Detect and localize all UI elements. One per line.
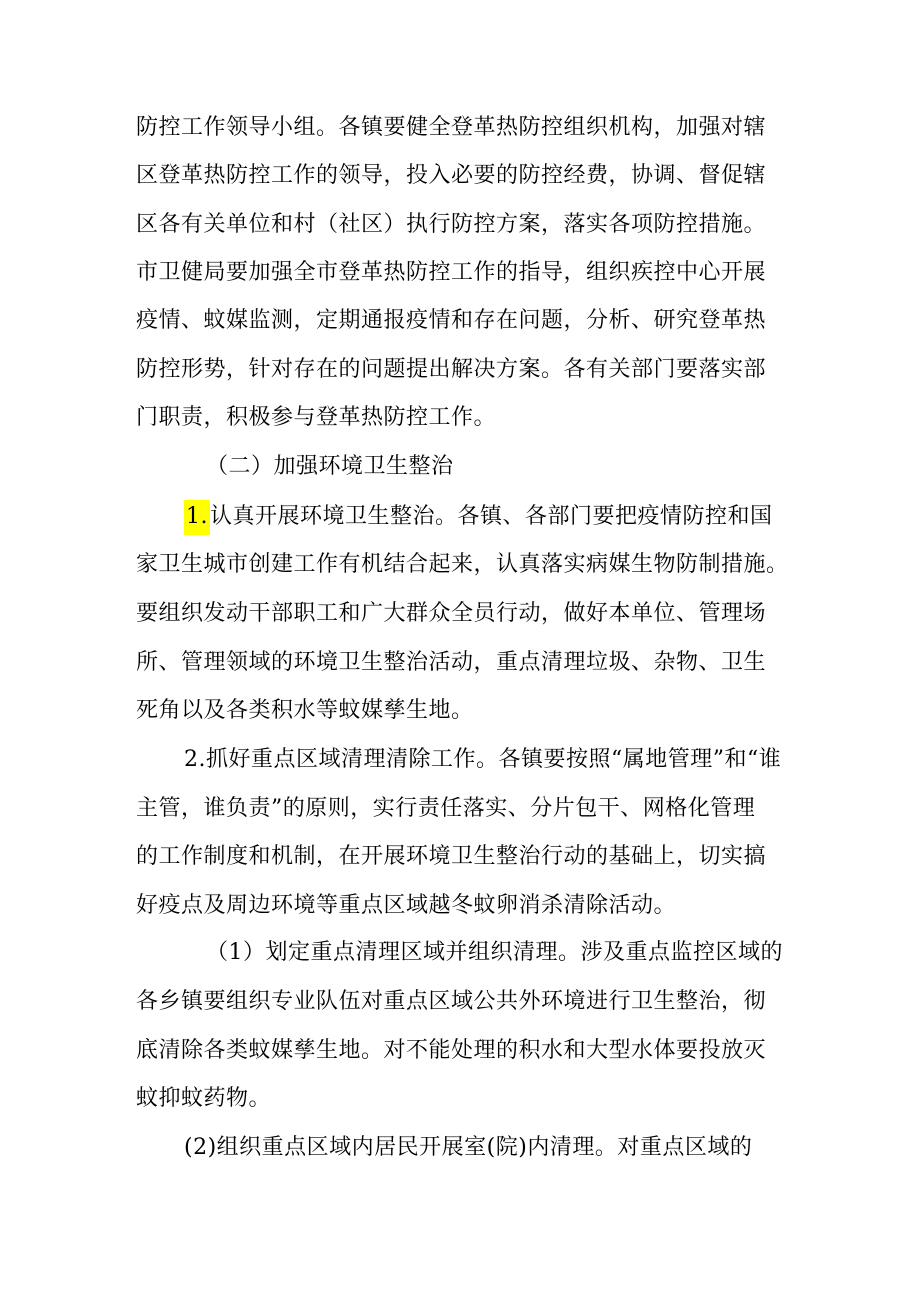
body-line: 门职责，积极参与登革热防控工作。 bbox=[136, 405, 497, 430]
body-line: 好疫点及周边环境等重点区域越冬蚊卵消杀清除活动。 bbox=[136, 893, 677, 918]
sub2-first-line: (2)组织重点区域内居民开展室(院)内清理。对重点区域的 bbox=[184, 1135, 753, 1160]
item1-text: 认真开展环境卫生整治。各镇、各部门要把疫情防控和国 bbox=[210, 504, 773, 529]
body-line: 主管，谁负责”的原则，实行责任落实、分片包干、网格化管理 bbox=[136, 796, 756, 821]
body-line: 区各有关单位和村（社区）执行防控方案，落实各项防控措施。 bbox=[136, 212, 767, 237]
item2-first-line: 2.抓好重点区域清理清除工作。各镇要按照“属地管理”和“谁 bbox=[184, 747, 782, 772]
section-heading: （二）加强环境卫生整治 bbox=[206, 454, 454, 479]
body-line: 底清除各类蚊媒孳生地。对不能处理的积水和大型水体要投放灭 bbox=[136, 1038, 767, 1063]
body-line: 疫情、蚊媒监测，定期通报疫情和存在问题，分析、研究登革热 bbox=[136, 308, 767, 333]
body-line: 的工作制度和机制，在开展环境卫生整治行动的基础上，切实搞 bbox=[136, 844, 767, 869]
item1-first-line bbox=[184, 497, 844, 537]
body-line: 各乡镇要组织专业队伍对重点区域公共外环境进行卫生整治，彻 bbox=[136, 989, 767, 1014]
body-line: 防控工作领导小组。各镇要健全登革热防控组织机构，加强对辖 bbox=[136, 115, 767, 140]
body-line: 所、管理领域的环境卫生整治活动，重点清理垃圾、杂物、卫生 bbox=[136, 650, 767, 675]
body-line: 蚊抑蚊药物。 bbox=[136, 1086, 272, 1111]
body-line: 防控形势，针对存在的问题提出解决方案。各有关部门要落实部 bbox=[136, 357, 767, 382]
body-line: 区登革热防控工作的领导，投入必要的防控经费，协调、督促辖 bbox=[136, 163, 767, 188]
body-line: 家卫生城市创建工作有机结合起来，认真落实病媒生物防制措施。 bbox=[136, 552, 789, 577]
body-line: 死角以及各类积水等蚊媒孳生地。 bbox=[136, 698, 474, 723]
body-line: 市卫健局要加强全市登革热防控工作的指导，组织疾控中心开展 bbox=[136, 260, 767, 285]
body-line: 要组织发动干部职工和广大群众全员行动，做好本单位、管理场 bbox=[136, 601, 767, 626]
highlighted-item-number: 1. bbox=[184, 500, 210, 535]
sub1-first-line: （1）划定重点清理区域并组织清理。涉及重点监控区域的 bbox=[206, 940, 783, 965]
